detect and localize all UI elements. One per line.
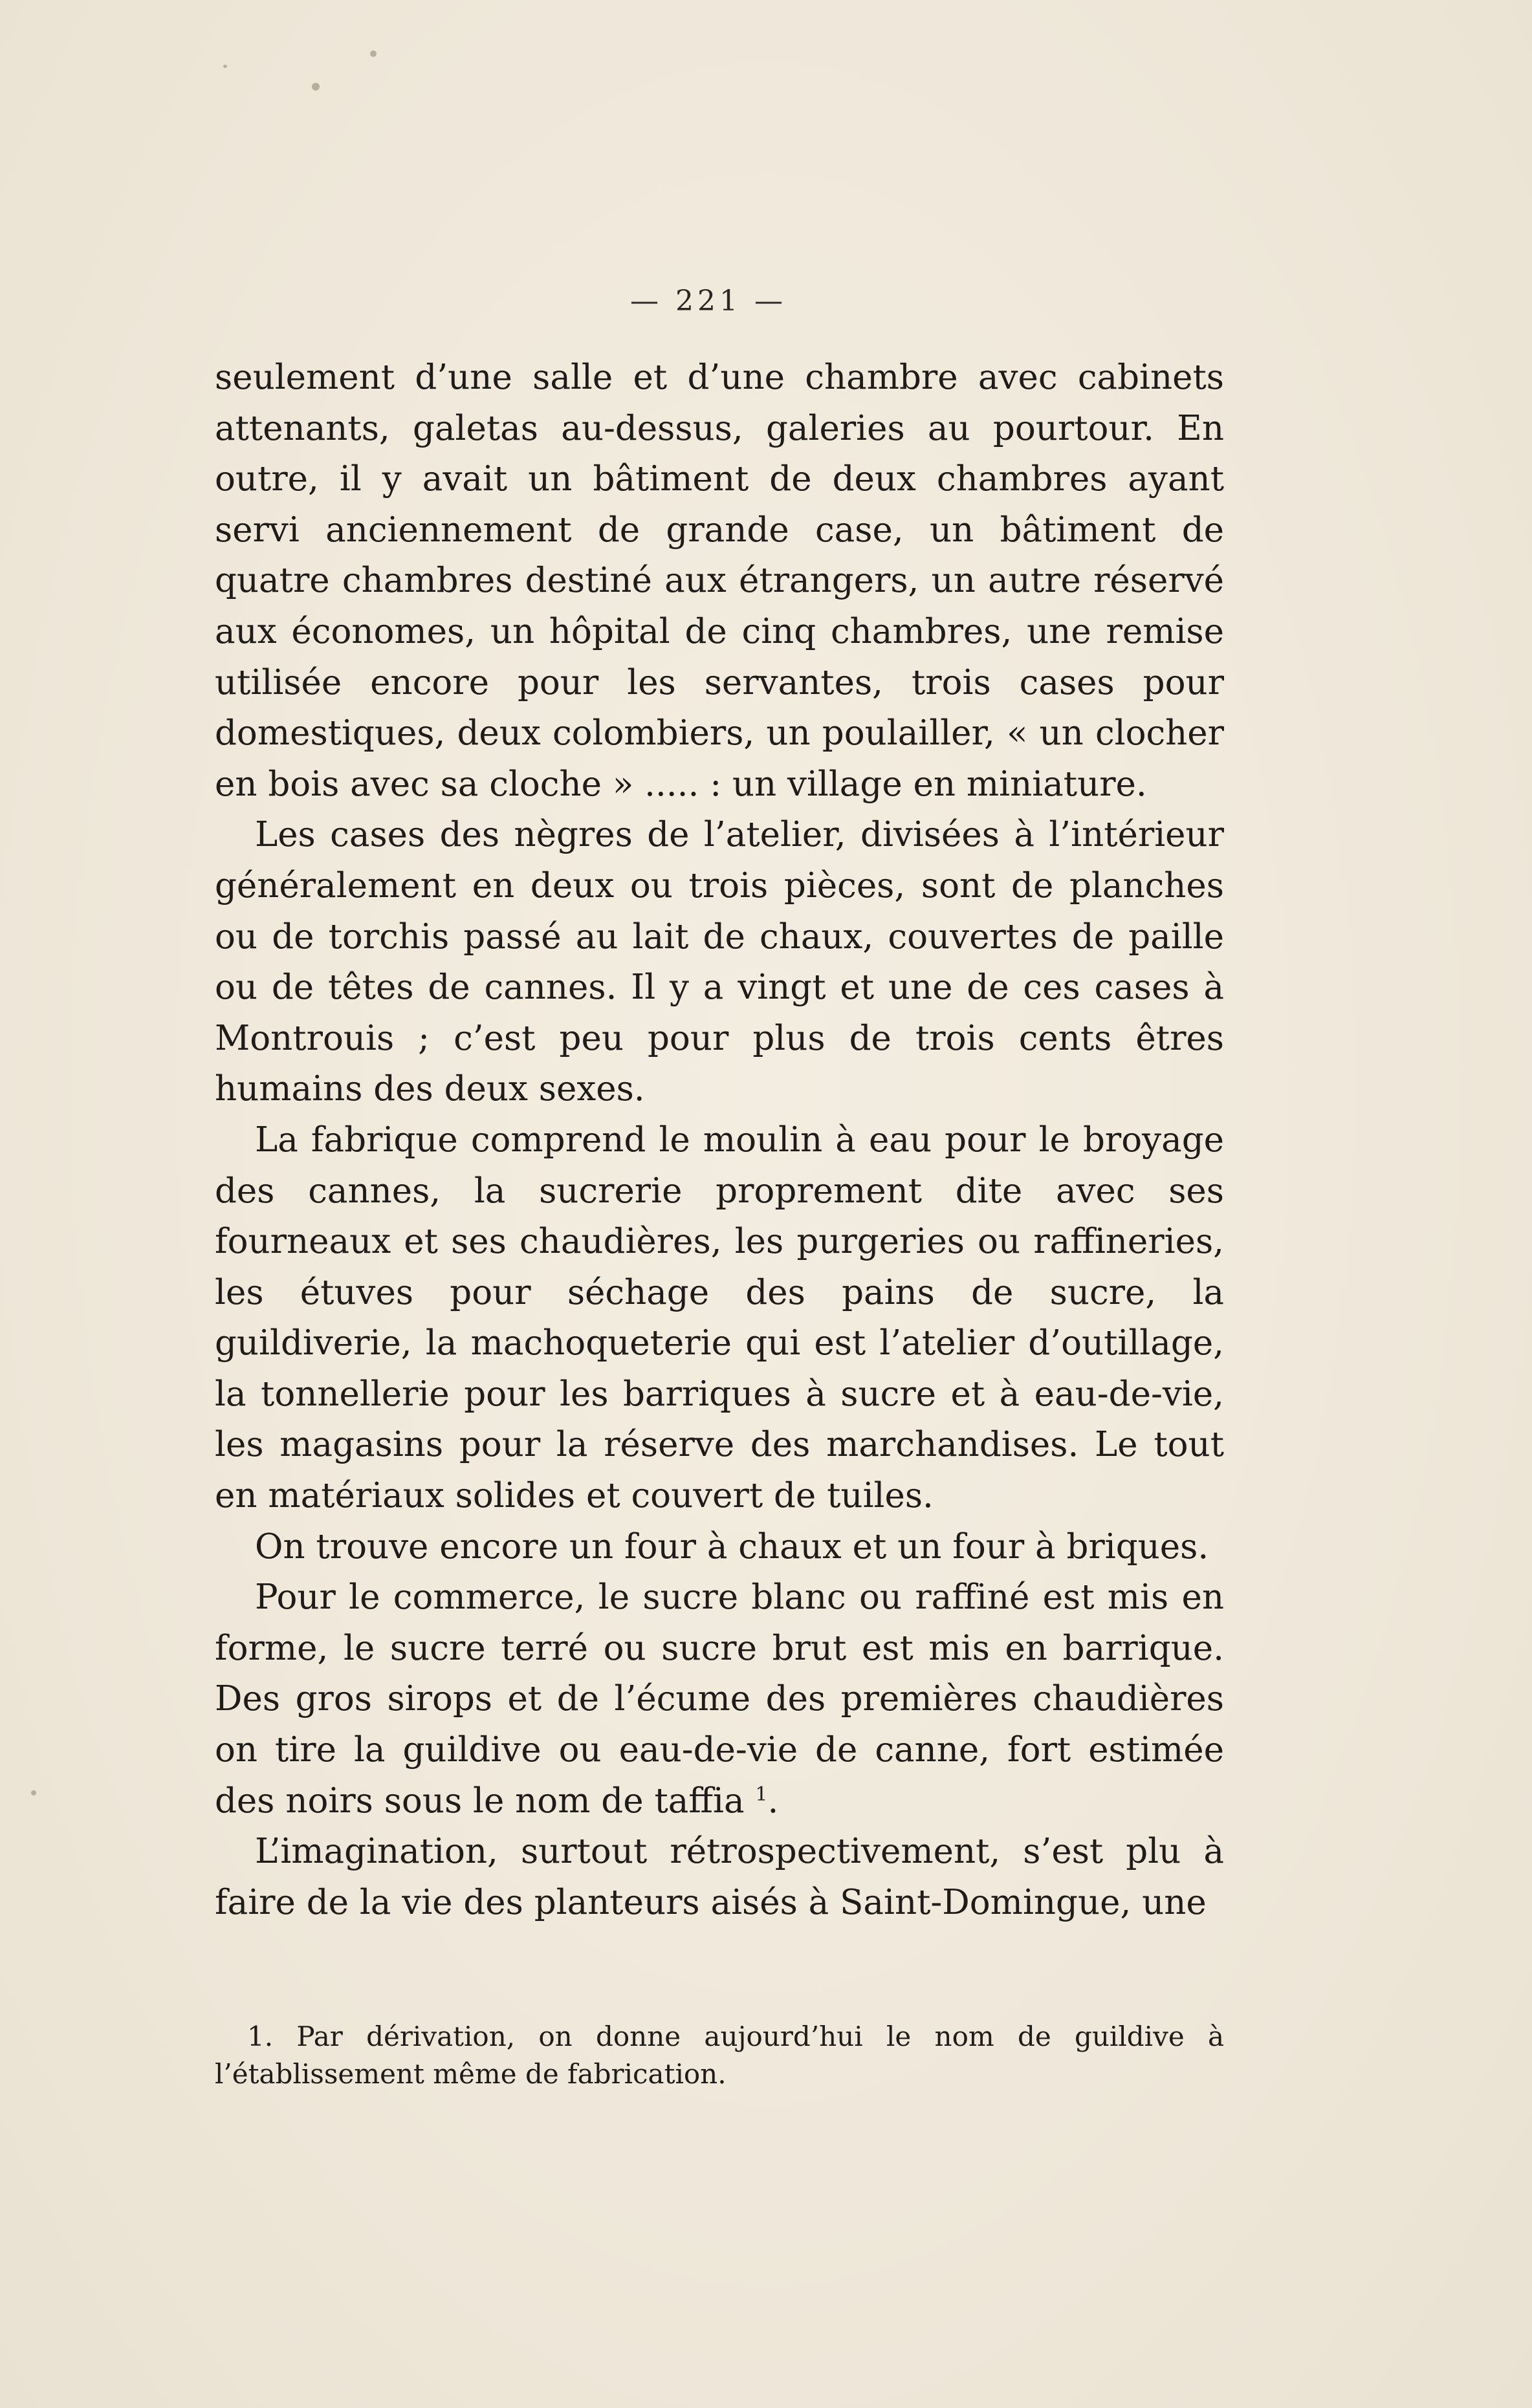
paper-speck (31, 1790, 36, 1795)
paragraph-continuation: seulement d’une salle et d’une chambre avec cabinets attenants, galetas au-dessus, galeries au pourtour. En outre, il y avait un bâtiment de deux chambres ayant servi anciennement de grande case, un bâtiment de quatre chambres destiné aux étrangers, un autre réservé aux économes, un hôpital de cinq chambres, une remise utilisée encore pour les servantes, trois cases pour domestiques, deux colombiers, un poulailler, « un clocher en bois avec sa cloche » ..... : un village en miniature. (215, 358, 1224, 804)
paragraph-commerce (215, 1572, 1224, 1827)
paragraph-kilns: On trouve encore un four à chaux et un four à briques. (255, 1526, 1209, 1567)
footnote-reference: 1 (755, 1783, 768, 1806)
paragraph-factory: La fabrique comprend le moulin à eau pour le broyage des cannes, la sucrerie proprement dite avec ses fourneaux et ses chaudières, les purgeries ou raffineries, les étuves pour séchage des pains de sucre, la guildiverie, la machoqueterie qui est l’atelier d’outillage, la tonnellerie pour les barriques à sucre et à eau-de-vie, les magasins pour la réserve des marchandises. Le tout en matériaux solides et couvert de tuiles. (215, 1120, 1224, 1516)
paragraph-imagination: L’imagination, surtout rétrospectivement, s’est plu à faire de la vie des planteurs aisés à Saint-Domingue, une (215, 1832, 1224, 1922)
paragraph-slave-cabins: Les cases des nègres de l’atelier, divisées à l’intérieur généralement en deux ou trois pièces, sont de planches ou de torchis passé au lait de chaux, couvertes de paille ou de têtes de cannes. Il y a vingt et une de ces cases à Montrouis ; c’est peu pour plus de trois cents êtres humains des deux sexes. (215, 815, 1224, 1109)
commerce-end: . (767, 1781, 779, 1821)
page-number: — 221 — (630, 285, 787, 318)
paper-speck (312, 83, 320, 91)
footnote-area (215, 2018, 1224, 2093)
paper-speck (370, 50, 377, 57)
footnote: 1. Par dérivation, on donne aujourd’hui le nom de guildive à l’établissement même de fabrication. (215, 2021, 1224, 2090)
commerce-text: Pour le commerce, le sucre blanc ou raffiné est mis en forme, le sucre terré ou sucre brut est mis en barrique. Des gros sirops et de l’écume des premières chaudières on tire la guildive ou eau-de-vie de canne, fort estimée des noirs sous le nom de taffia (215, 1578, 1224, 1821)
body-text (215, 353, 1224, 1928)
paper-speck (223, 65, 227, 68)
